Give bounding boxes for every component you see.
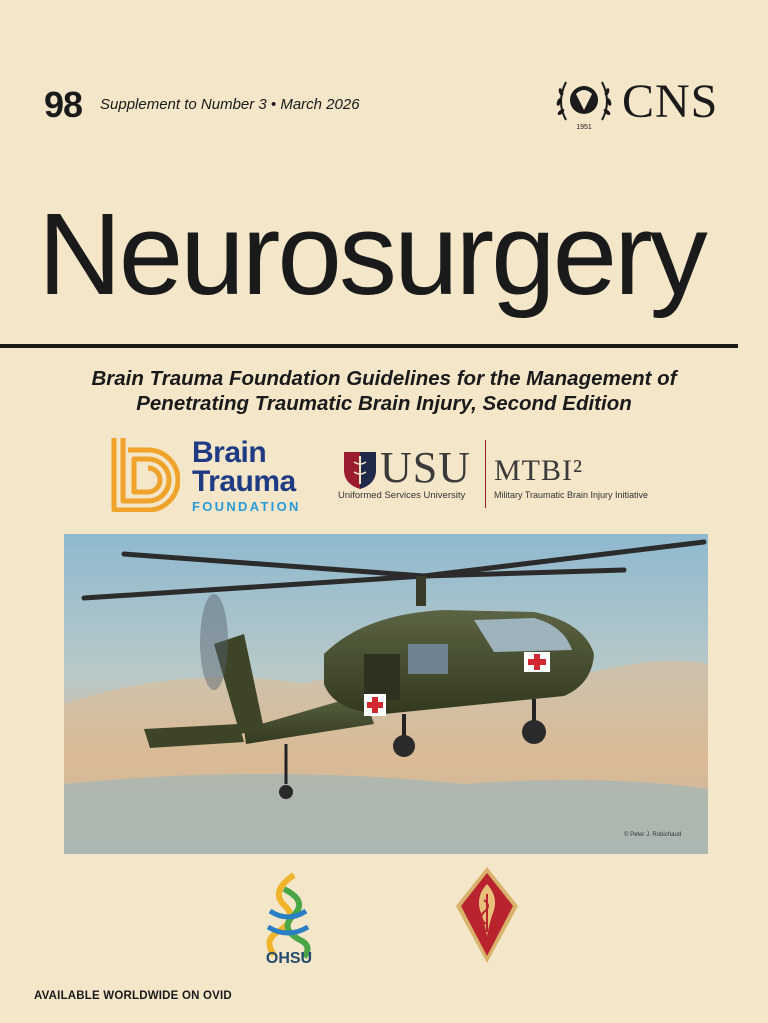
btf-word-trauma: Trauma [192, 465, 296, 498]
supplement-title-line2: Penetrating Traumatic Brain Injury, Second Edition [136, 392, 632, 415]
btf-word-foundation: FOUNDATION [192, 499, 301, 514]
usu-full-name: Uniformed Services University [338, 490, 466, 501]
cover-painting [64, 534, 708, 854]
brain-trauma-foundation-icon [110, 436, 180, 512]
supplement-title-line1: Brain Trauma Foundation Guidelines for the Management of [91, 367, 677, 390]
btf-word-brain: Brain [192, 436, 267, 469]
logo-divider [485, 440, 486, 508]
artist-credit: © Peter J. Robichaud [624, 832, 682, 838]
army-medical-insignia-icon [454, 866, 520, 964]
usu-wordmark: USU [380, 443, 472, 492]
cns-logo [552, 72, 742, 132]
usu-mtbi-logo [338, 443, 678, 510]
cns-emblem-icon [552, 72, 616, 132]
brain-trauma-foundation-logo [192, 438, 301, 514]
availability-notice: AVAILABLE WORLDWIDE ON OVID [34, 990, 232, 1002]
emblem-year: 1951 [576, 124, 592, 131]
ohsu-wordmark: OHSU [265, 950, 313, 967]
cns-wordmark: CNS [622, 75, 719, 128]
usu-shield-icon [342, 450, 378, 490]
issue-info: Supplement to Number 3 • March 2026 [100, 96, 360, 113]
supplement-title [0, 366, 768, 416]
helicopter-illustration [64, 534, 708, 854]
issue-number: 98 [44, 84, 83, 125]
mtbi-wordmark: MTBI² [494, 454, 583, 487]
journal-title: Neurosurgery [38, 189, 705, 319]
mtbi-full-name: Military Traumatic Brain Injury Initiative [494, 490, 649, 500]
title-rule [0, 344, 738, 348]
